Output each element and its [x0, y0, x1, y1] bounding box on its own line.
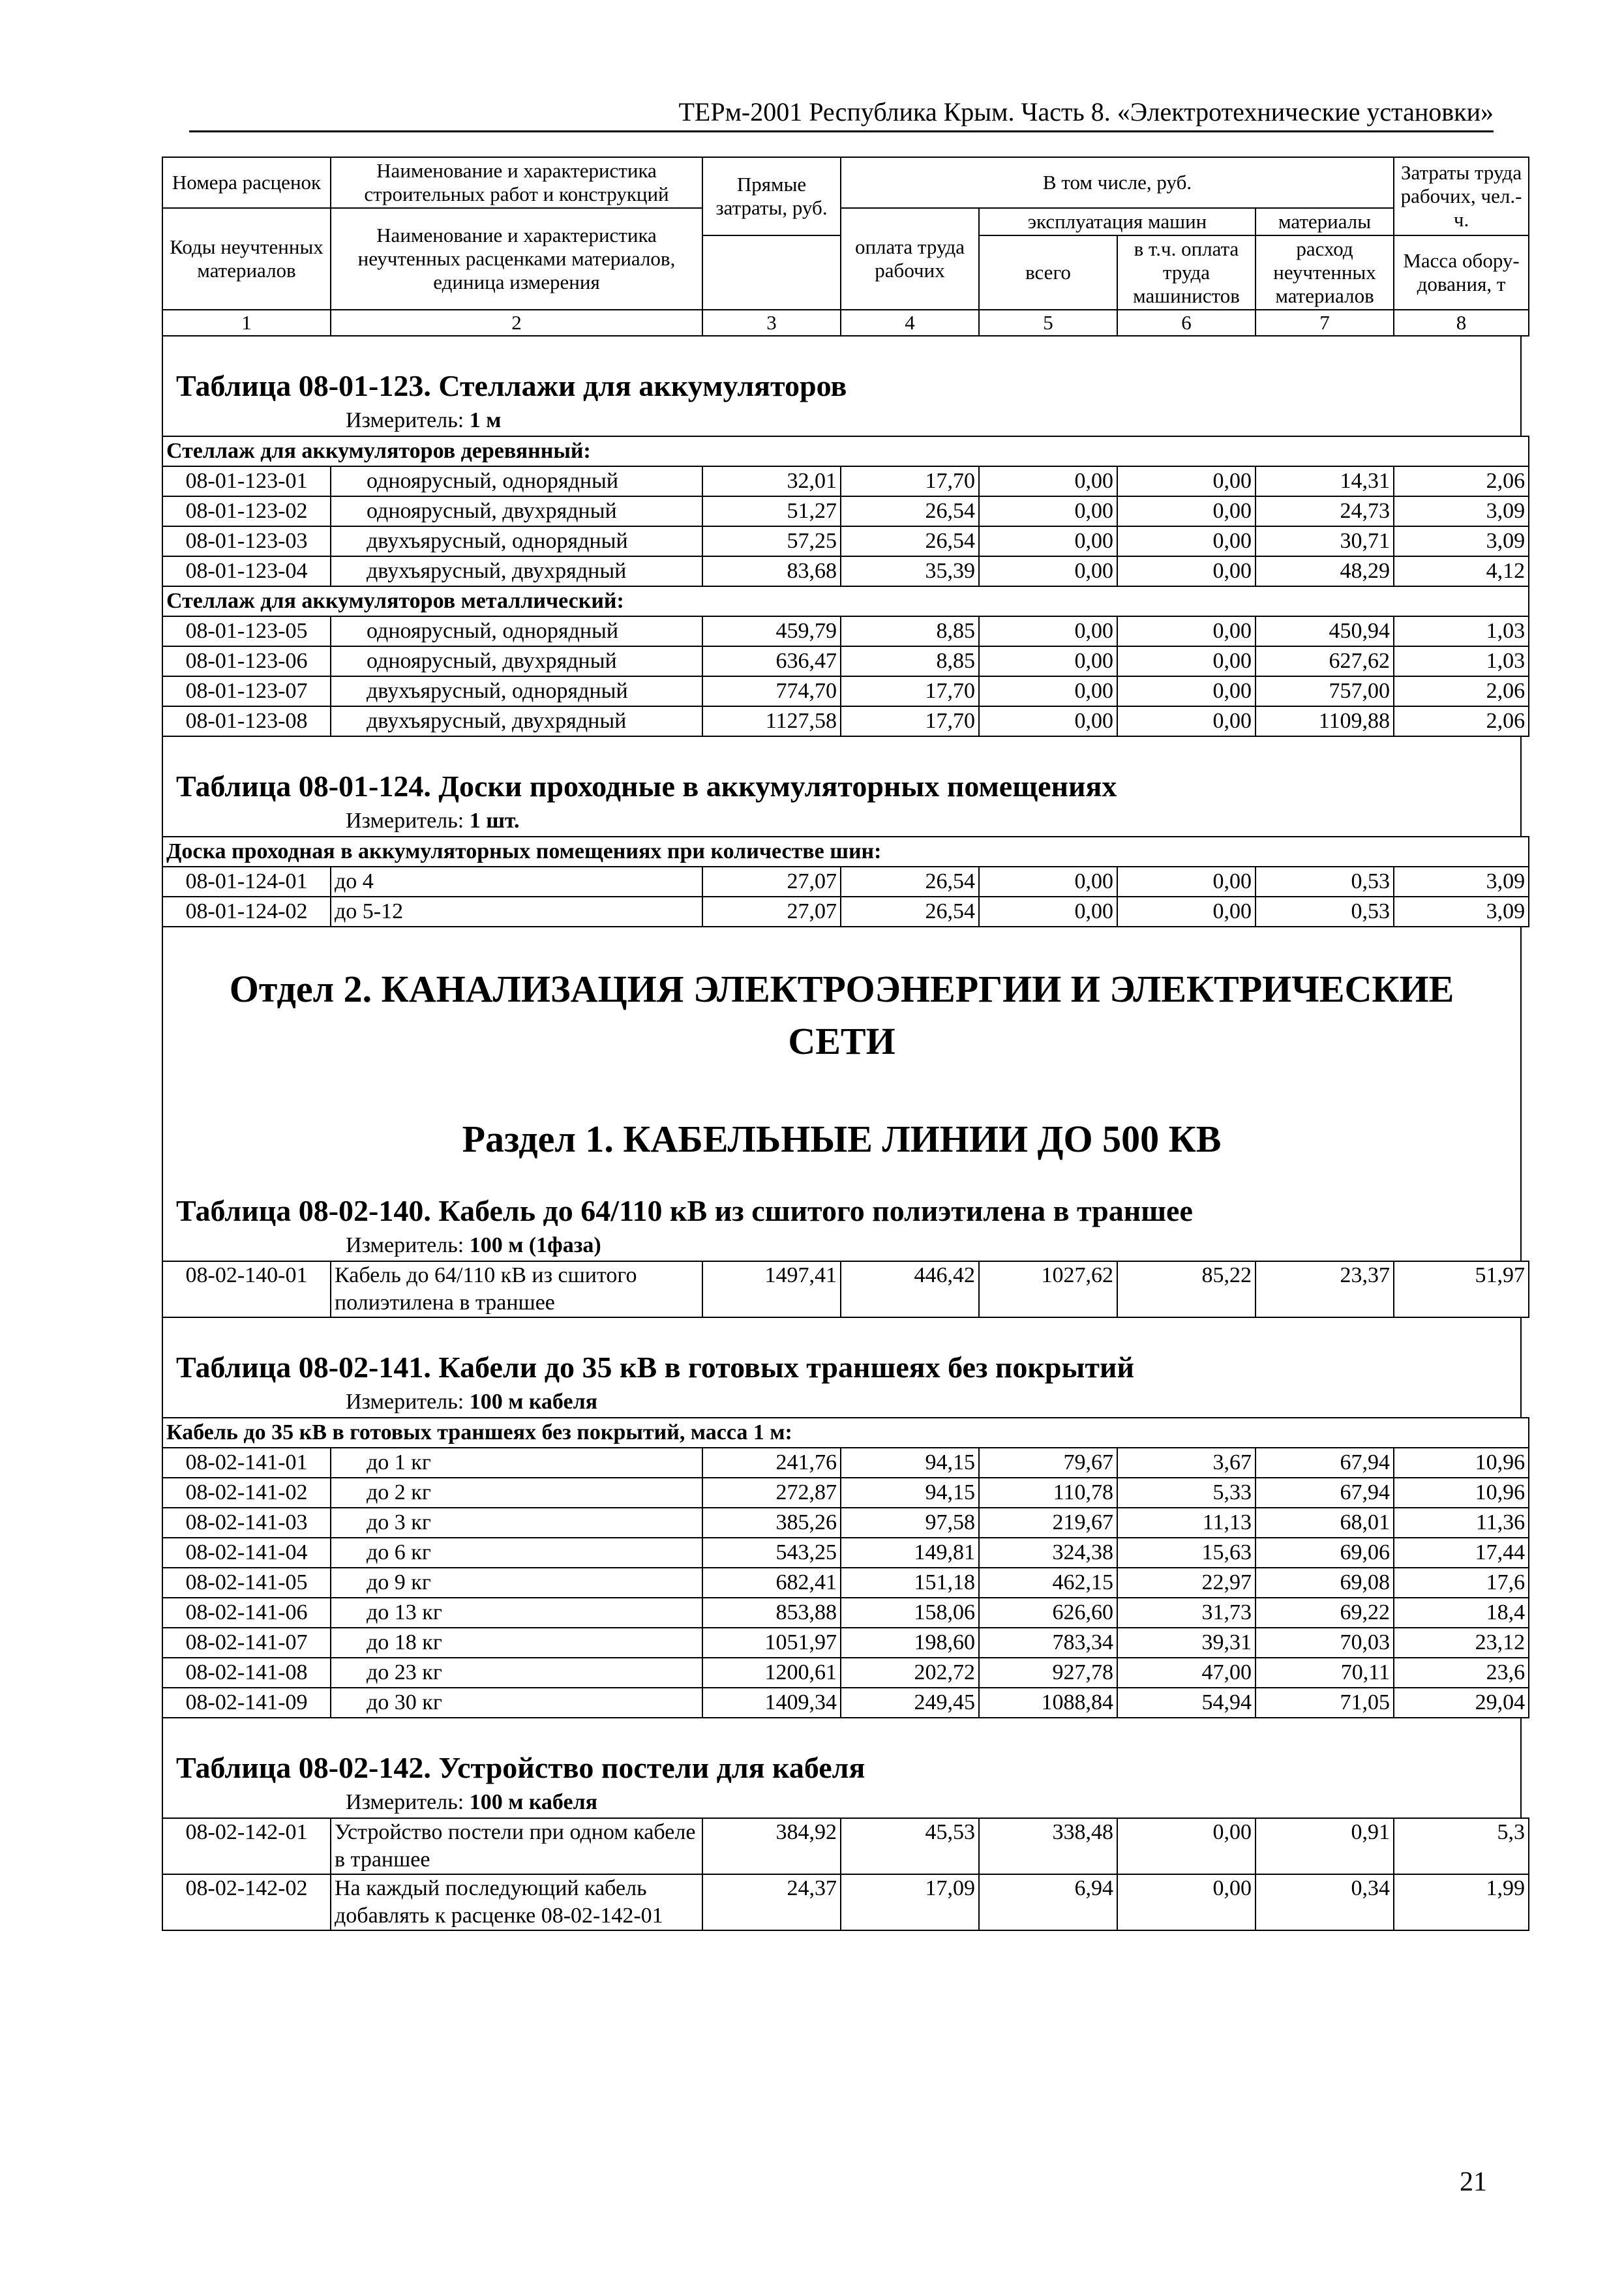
value-cell: 35,39: [841, 556, 979, 586]
rate-code: 08-02-141-08: [162, 1658, 331, 1688]
unit-value: 100 м (1фаза): [469, 1233, 601, 1257]
value-cell: 17,09: [841, 1874, 979, 1930]
value-cell: 927,78: [979, 1658, 1117, 1688]
value-cell: 0,00: [979, 676, 1117, 706]
value-cell: 385,26: [702, 1508, 841, 1538]
value-cell: 0,00: [1117, 1874, 1256, 1930]
rates-table: [162, 836, 1529, 927]
value-cell: 94,15: [841, 1478, 979, 1508]
value-cell: 0,00: [979, 897, 1117, 927]
value-cell: 0,00: [979, 466, 1117, 496]
value-cell: 14,31: [1256, 466, 1394, 496]
unit-line: [163, 806, 1520, 836]
value-cell: 324,38: [979, 1538, 1117, 1568]
document-body: [162, 157, 1526, 1931]
materials-sub-header: расход неучтенных материалов: [1256, 235, 1394, 310]
value-cell: 0,00: [1117, 496, 1256, 526]
value-cell: 69,06: [1256, 1538, 1394, 1568]
value-cell: 47,00: [1117, 1658, 1256, 1688]
value-cell: 51,27: [702, 496, 841, 526]
running-header: ТЕРм-2001 Республика Крым. Часть 8. «Электротехнические установки»: [678, 97, 1494, 127]
rate-code: 08-01-124-01: [162, 867, 331, 897]
value-cell: 22,97: [1117, 1568, 1256, 1598]
value-cell: 3,67: [1117, 1448, 1256, 1478]
value-cell: 384,92: [702, 1818, 841, 1874]
rate-code: 08-01-123-01: [162, 466, 331, 496]
table-frame: [162, 927, 1522, 1261]
value-cell: 70,03: [1256, 1628, 1394, 1658]
table-row: [162, 1568, 1529, 1598]
machines-incl-header: в т.ч. оплата труда машинистов: [1117, 235, 1256, 310]
value-cell: 17,44: [1394, 1538, 1529, 1568]
value-cell: 0,00: [979, 867, 1117, 897]
value-cell: 26,54: [841, 867, 979, 897]
value-cell: 5,3: [1394, 1818, 1529, 1874]
rate-code: 08-01-124-02: [162, 897, 331, 927]
value-cell: 2,06: [1394, 676, 1529, 706]
table-row: [162, 706, 1529, 736]
value-cell: 39,31: [1117, 1628, 1256, 1658]
value-cell: 450,94: [1256, 616, 1394, 646]
table-title: Таблица 08-02-140. Кабель до 64/110 кВ из сшитого полиэтилена в траншее: [176, 1194, 1193, 1227]
col2-bottom-header: Наименование и характеристика неучтенных расценками материалов, единица измерения: [331, 208, 702, 310]
value-cell: 83,68: [702, 556, 841, 586]
rate-code: 08-02-142-01: [162, 1818, 331, 1874]
group-heading: Кабель до 35 кВ в готовых траншеях без покрытий, масса 1 м:: [162, 1418, 1529, 1448]
value-cell: 783,34: [979, 1628, 1117, 1658]
value-cell: 24,37: [702, 1874, 841, 1930]
materials-header: материалы: [1256, 208, 1394, 235]
value-cell: 29,04: [1394, 1688, 1529, 1718]
group-heading: Доска проходная в аккумуляторных помещениях при количестве шин:: [162, 837, 1529, 867]
unit-line: [163, 1387, 1520, 1417]
value-cell: 71,05: [1256, 1688, 1394, 1718]
col8-top-header: Затраты труда рабочих, чел.-ч.: [1394, 157, 1529, 235]
value-cell: 219,67: [979, 1508, 1117, 1538]
column-number: 1: [162, 310, 331, 336]
table-row: [162, 867, 1529, 897]
table-frame: [162, 337, 1522, 436]
value-cell: 30,71: [1256, 526, 1394, 556]
unit-line: [163, 1231, 1520, 1261]
rate-code: 08-02-141-02: [162, 1478, 331, 1508]
rate-name: до 2 кг: [331, 1478, 702, 1508]
value-cell: 1051,97: [702, 1628, 841, 1658]
page-number: 21: [1460, 2167, 1487, 2197]
rate-name: до 1 кг: [331, 1448, 702, 1478]
section-heading: Раздел 1. КАБЕЛЬНЫЕ ЛИНИИ ДО 500 КВ: [462, 1118, 1222, 1160]
rate-code: 08-01-123-04: [162, 556, 331, 586]
rate-name: одноярусный, однорядный: [331, 466, 702, 496]
value-cell: 57,25: [702, 526, 841, 556]
rate-code: 08-02-142-02: [162, 1874, 331, 1930]
value-cell: 32,01: [702, 466, 841, 496]
value-cell: 51,97: [1394, 1261, 1529, 1317]
table-title: Таблица 08-01-123. Стеллажи для аккумуляторов: [176, 369, 847, 402]
rate-name: На каждый последующий кабель добавлять к расценке 08-02-142-01: [331, 1874, 702, 1930]
value-cell: 626,60: [979, 1598, 1117, 1628]
value-cell: 68,01: [1256, 1508, 1394, 1538]
value-cell: 1109,88: [1256, 706, 1394, 736]
value-cell: 70,11: [1256, 1658, 1394, 1688]
value-cell: 1,99: [1394, 1874, 1529, 1930]
column-number: 6: [1117, 310, 1256, 336]
value-cell: 0,00: [1117, 676, 1256, 706]
rate-name: двухъярусный, двухрядный: [331, 706, 702, 736]
rates-table: [162, 1261, 1529, 1318]
rate-code: 08-01-123-02: [162, 496, 331, 526]
value-cell: 0,00: [1117, 897, 1256, 927]
value-cell: 110,78: [979, 1478, 1117, 1508]
table-row: [162, 1658, 1529, 1688]
value-cell: 1200,61: [702, 1658, 841, 1688]
table-title: Таблица 08-01-124. Доски проходные в аккумуляторных помещениях: [176, 770, 1117, 803]
value-cell: 682,41: [702, 1568, 841, 1598]
unit-label: Измеритель:: [346, 1390, 464, 1414]
rate-name: двухъярусный, однорядный: [331, 526, 702, 556]
value-cell: 249,45: [841, 1688, 979, 1718]
rate-name: Устройство постели при одном кабеле в траншее: [331, 1818, 702, 1874]
group-heading: Стеллаж для аккумуляторов металлический:: [162, 586, 1529, 616]
rate-code: 08-02-141-03: [162, 1508, 331, 1538]
value-cell: 272,87: [702, 1478, 841, 1508]
value-cell: 1,03: [1394, 616, 1529, 646]
value-cell: 8,85: [841, 616, 979, 646]
value-cell: 54,94: [1117, 1688, 1256, 1718]
value-cell: 11,36: [1394, 1508, 1529, 1538]
value-cell: 26,54: [841, 526, 979, 556]
column-number: 7: [1256, 310, 1394, 336]
unit-value: 1 м: [469, 408, 502, 432]
value-cell: 3,09: [1394, 496, 1529, 526]
table-row: [162, 1628, 1529, 1658]
rates-table: [162, 436, 1529, 737]
value-cell: 0,00: [1117, 466, 1256, 496]
labor-pay-header: оплата труда рабочих: [841, 208, 979, 310]
rate-code: 08-02-141-05: [162, 1568, 331, 1598]
rate-code: 08-01-123-06: [162, 646, 331, 676]
table-row: [162, 616, 1529, 646]
table-row: [162, 897, 1529, 927]
included-header: В том числе, руб.: [841, 157, 1394, 208]
value-cell: 1088,84: [979, 1688, 1117, 1718]
rate-code: 08-01-123-05: [162, 616, 331, 646]
value-cell: 0,00: [979, 616, 1117, 646]
unit-value: 100 м кабеля: [469, 1390, 598, 1414]
rate-name: одноярусный, однорядный: [331, 616, 702, 646]
table-row: [162, 1261, 1529, 1317]
unit-label: Измеритель:: [346, 1790, 464, 1814]
rate-code: 08-01-123-03: [162, 526, 331, 556]
rate-name: до 18 кг: [331, 1628, 702, 1658]
value-cell: 2,06: [1394, 466, 1529, 496]
table-title: Таблица 08-02-141. Кабели до 35 кВ в готовых траншеях без покрытий: [176, 1351, 1135, 1384]
column-number: 4: [841, 310, 979, 336]
value-cell: 158,06: [841, 1598, 979, 1628]
column-header-table: [162, 157, 1529, 337]
rate-name: до 6 кг: [331, 1538, 702, 1568]
group-heading: Стеллаж для аккумуляторов деревянный:: [162, 436, 1529, 466]
value-cell: 26,54: [841, 496, 979, 526]
value-cell: 0,00: [1117, 1818, 1256, 1874]
value-cell: 149,81: [841, 1538, 979, 1568]
rate-name: до 13 кг: [331, 1598, 702, 1628]
value-cell: 17,70: [841, 706, 979, 736]
value-cell: 10,96: [1394, 1448, 1529, 1478]
table-row: [162, 496, 1529, 526]
value-cell: 0,00: [1117, 616, 1256, 646]
value-cell: 774,70: [702, 676, 841, 706]
table-frame: [162, 1718, 1522, 1818]
value-cell: 636,47: [702, 646, 841, 676]
value-cell: 151,18: [841, 1568, 979, 1598]
rate-name: до 3 кг: [331, 1508, 702, 1538]
value-cell: 627,62: [1256, 646, 1394, 676]
rate-name: Кабель до 64/110 кВ из сшитого полиэтилена в траншее: [331, 1261, 702, 1317]
col1-bottom-header: Коды неучтенных материалов: [162, 208, 331, 310]
value-cell: 0,00: [1117, 706, 1256, 736]
value-cell: 97,58: [841, 1508, 979, 1538]
value-cell: 0,00: [979, 706, 1117, 736]
value-cell: 1127,58: [702, 706, 841, 736]
value-cell: 17,70: [841, 466, 979, 496]
value-cell: 26,54: [841, 897, 979, 927]
rate-name: до 23 кг: [331, 1658, 702, 1688]
value-cell: 23,37: [1256, 1261, 1394, 1317]
rate-code: 08-02-141-06: [162, 1598, 331, 1628]
value-cell: 8,85: [841, 646, 979, 676]
table-row: [162, 1538, 1529, 1568]
rate-name: двухъярусный, однорядный: [331, 676, 702, 706]
value-cell: 27,07: [702, 897, 841, 927]
value-cell: 85,22: [1117, 1261, 1256, 1317]
value-cell: 94,15: [841, 1448, 979, 1478]
value-cell: 45,53: [841, 1818, 979, 1874]
value-cell: 69,08: [1256, 1568, 1394, 1598]
rate-name: до 4: [331, 867, 702, 897]
rate-name: до 9 кг: [331, 1568, 702, 1598]
value-cell: 1,03: [1394, 646, 1529, 676]
unit-line: [163, 406, 1520, 436]
value-cell: 462,15: [979, 1568, 1117, 1598]
value-cell: 0,00: [979, 496, 1117, 526]
value-cell: 3,09: [1394, 867, 1529, 897]
column-number: 2: [331, 310, 702, 336]
table-row: [162, 1598, 1529, 1628]
rate-name: двухъярусный, двухрядный: [331, 556, 702, 586]
rate-code: 08-02-141-01: [162, 1448, 331, 1478]
value-cell: 446,42: [841, 1261, 979, 1317]
value-cell: 23,6: [1394, 1658, 1529, 1688]
rate-code: 08-01-123-07: [162, 676, 331, 706]
table-frame: [162, 1318, 1522, 1417]
column-number: 8: [1394, 310, 1529, 336]
value-cell: 4,12: [1394, 556, 1529, 586]
table-row: [162, 1478, 1529, 1508]
table-row: [162, 646, 1529, 676]
value-cell: 3,09: [1394, 526, 1529, 556]
value-cell: 1409,34: [702, 1688, 841, 1718]
value-cell: 67,94: [1256, 1478, 1394, 1508]
value-cell: 48,29: [1256, 556, 1394, 586]
table-row: [162, 526, 1529, 556]
value-cell: 5,33: [1117, 1478, 1256, 1508]
column-number: 5: [979, 310, 1117, 336]
table-row: [162, 1508, 1529, 1538]
table-title: Таблица 08-02-142. Устройство постели для кабеля: [176, 1751, 865, 1784]
value-cell: 10,96: [1394, 1478, 1529, 1508]
table-row: [162, 1874, 1529, 1930]
value-cell: 0,00: [1117, 526, 1256, 556]
rate-code: 08-02-141-07: [162, 1628, 331, 1658]
value-cell: 202,72: [841, 1658, 979, 1688]
rates-table: [162, 1818, 1529, 1931]
department-heading: Отдел 2. КАНАЛИЗАЦИЯ ЭЛЕКТРОЭНЕРГИИ И ЭЛЕКТРИЧЕСКИЕ СЕТИ: [229, 968, 1454, 1062]
value-cell: 0,34: [1256, 1874, 1394, 1930]
rate-name: одноярусный, двухрядный: [331, 496, 702, 526]
unit-label: Измеритель:: [346, 809, 464, 833]
value-cell: 1497,41: [702, 1261, 841, 1317]
value-cell: 0,00: [1117, 646, 1256, 676]
value-cell: 241,76: [702, 1448, 841, 1478]
value-cell: 6,94: [979, 1874, 1117, 1930]
rate-name: одноярусный, двухрядный: [331, 646, 702, 676]
value-cell: 67,94: [1256, 1448, 1394, 1478]
value-cell: 69,22: [1256, 1598, 1394, 1628]
value-cell: 757,00: [1256, 676, 1394, 706]
value-cell: 459,79: [702, 616, 841, 646]
table-frame: [162, 737, 1522, 836]
column-number: 3: [702, 310, 841, 336]
table-row: [162, 676, 1529, 706]
value-cell: 11,13: [1117, 1508, 1256, 1538]
table-row: [162, 1818, 1529, 1874]
value-cell: 18,4: [1394, 1598, 1529, 1628]
value-cell: 0,91: [1256, 1818, 1394, 1874]
col2-top-header: Наименование и характеристика строительных работ и конструкций: [331, 157, 702, 208]
table-row: [162, 1688, 1529, 1718]
value-cell: 0,00: [979, 646, 1117, 676]
value-cell: 0,00: [979, 556, 1117, 586]
rates-table: [162, 1417, 1529, 1718]
unit-value: 1 шт.: [469, 809, 520, 833]
unit-label: Измеритель:: [346, 408, 464, 432]
table-row: [162, 466, 1529, 496]
value-cell: 27,07: [702, 867, 841, 897]
value-cell: 0,00: [979, 526, 1117, 556]
value-cell: 3,09: [1394, 897, 1529, 927]
value-cell: 31,73: [1117, 1598, 1256, 1628]
value-cell: 1027,62: [979, 1261, 1117, 1317]
rate-name: до 30 кг: [331, 1688, 702, 1718]
rate-code: 08-01-123-08: [162, 706, 331, 736]
value-cell: 0,00: [1117, 867, 1256, 897]
value-cell: 24,73: [1256, 496, 1394, 526]
value-cell: 198,60: [841, 1628, 979, 1658]
unit-line: [163, 1788, 1520, 1818]
value-cell: 0,00: [1117, 556, 1256, 586]
machines-header: эксплуатация машин: [979, 208, 1256, 235]
value-cell: 543,25: [702, 1538, 841, 1568]
value-cell: 853,88: [702, 1598, 841, 1628]
machines-total-header: всего: [979, 235, 1117, 310]
rate-code: 08-02-141-04: [162, 1538, 331, 1568]
table-row: [162, 1448, 1529, 1478]
col8-bottom-header: Масса обору-дования, т: [1394, 235, 1529, 310]
value-cell: 15,63: [1117, 1538, 1256, 1568]
value-cell: 79,67: [979, 1448, 1117, 1478]
unit-value: 100 м кабеля: [469, 1790, 598, 1814]
value-cell: 17,70: [841, 676, 979, 706]
value-cell: 0,53: [1256, 867, 1394, 897]
rate-code: 08-02-140-01: [162, 1261, 331, 1317]
value-cell: 0,53: [1256, 897, 1394, 927]
header-rule: [189, 130, 1494, 132]
col3-header: Прямые затраты, руб.: [702, 157, 841, 235]
unit-label: Измеритель:: [346, 1233, 464, 1257]
col1-top-header: Номера расценок: [162, 157, 331, 208]
table-row: [162, 556, 1529, 586]
value-cell: 17,6: [1394, 1568, 1529, 1598]
value-cell: 2,06: [1394, 706, 1529, 736]
value-cell: 23,12: [1394, 1628, 1529, 1658]
rate-code: 08-02-141-09: [162, 1688, 331, 1718]
rate-name: до 5-12: [331, 897, 702, 927]
value-cell: 338,48: [979, 1818, 1117, 1874]
